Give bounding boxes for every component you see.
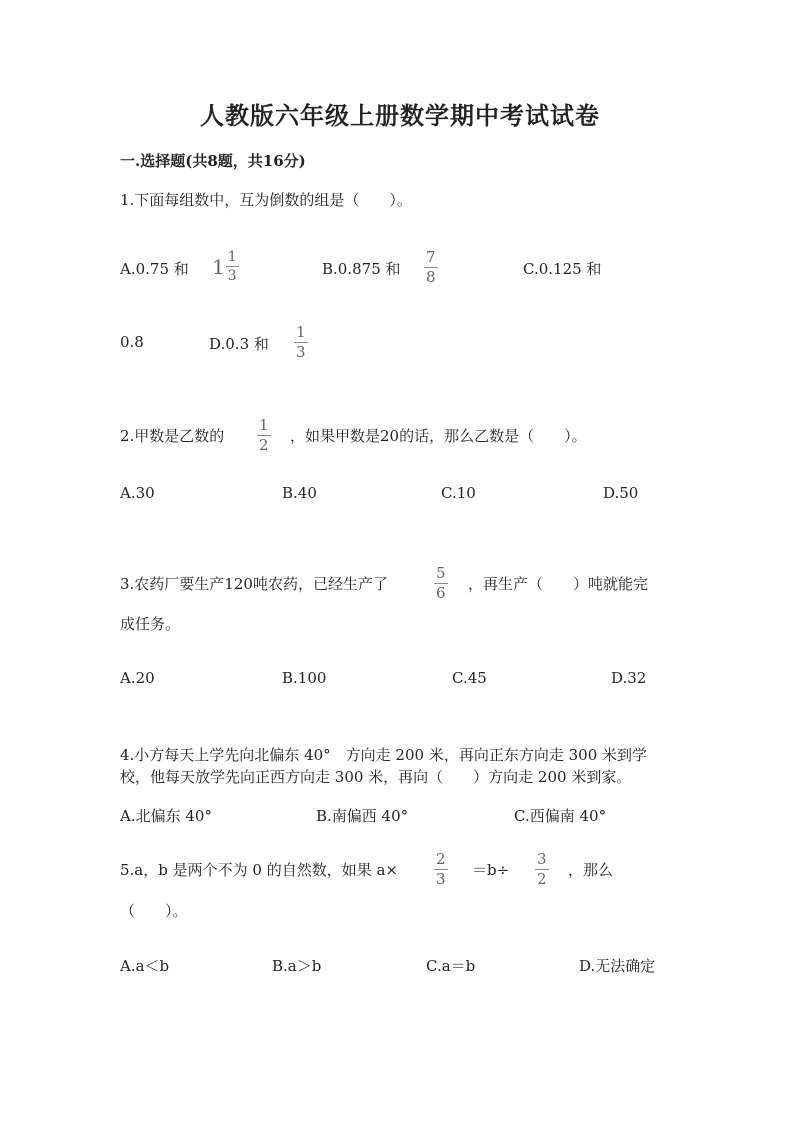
question-1-option-c: C.0.125 和: [523, 260, 602, 278]
question-2-option-d: D.50: [603, 484, 639, 502]
question-3-option-c: C.45: [452, 669, 487, 687]
fraction-numerator: 2: [436, 850, 446, 868]
question-5-fraction-2: [535, 852, 549, 887]
question-5-option-a: A.a＜b: [120, 957, 170, 975]
question-4-option-c: C.西偏南 40°: [514, 807, 607, 825]
question-1-option-b: B.0.875 和: [322, 260, 401, 278]
question-5-fraction-1: [434, 852, 448, 887]
question-3-option-d: D.32: [611, 669, 647, 687]
fraction: [226, 250, 239, 283]
fraction-numerator: 1: [259, 416, 269, 434]
fraction-denominator: 8: [426, 268, 436, 286]
fraction-denominator: 6: [436, 584, 446, 602]
question-5-stem-start: 5.a，b 是两个不为 0 的自然数，如果 a×: [120, 861, 398, 879]
mixed-whole: 1: [212, 254, 225, 279]
question-3-option-b: B.100: [282, 669, 327, 687]
fraction-denominator: 2: [537, 870, 547, 888]
fraction-numerator: 5: [436, 564, 446, 582]
question-5-option-d: D.无法确定: [579, 957, 656, 975]
fraction-denominator: 3: [227, 268, 237, 284]
question-5-option-b: B.a＞b: [272, 957, 322, 975]
question-1-stem: 1.下面每组数中，互为倒数的组是（ ）。: [120, 191, 412, 209]
question-4-option-a: A.北偏东 40°: [120, 807, 212, 825]
question-1-option-a-mixed-fraction: [212, 250, 239, 283]
question-3-option-a: A.20: [120, 669, 155, 687]
question-1-option-c-continued: 0.8: [120, 333, 144, 351]
section-heading: 一.选择题(共8题，共16分): [120, 152, 306, 170]
question-3-stem-end: ，再生产（ ）吨就能完: [468, 575, 649, 593]
question-2-option-a: A.30: [120, 484, 155, 502]
page-title: 人教版六年级上册数学期中考试试卷: [200, 101, 600, 130]
question-2-option-c: C.10: [441, 484, 476, 502]
question-1-option-d: D.0.3 和: [209, 335, 269, 353]
fraction-denominator: 2: [259, 436, 269, 454]
fraction-denominator: 3: [436, 870, 446, 888]
question-1-option-d-fraction: [294, 325, 308, 360]
question-1-option-a: A.0.75 和: [120, 260, 189, 278]
question-3-stem-start: 3.农药厂要生产120吨农药，已经生产了: [120, 575, 388, 593]
fraction-denominator: 3: [296, 343, 306, 361]
question-2-stem-end: ，如果甲数是20的话，那么乙数是（ ）。: [290, 427, 587, 445]
question-4-stem-line-1: 4.小方每天上学先向北偏东 40° 方向走 200 米，再向正东方向走 300 米到学: [120, 746, 648, 764]
question-2-option-b: B.40: [282, 484, 317, 502]
fraction-numerator: 3: [537, 850, 547, 868]
question-5-option-c: C.a＝b: [426, 957, 476, 975]
question-1-option-b-fraction: [424, 250, 438, 285]
question-5-stem-line-2: （ ）。: [120, 902, 188, 920]
question-5-stem-end: ，那么: [568, 861, 614, 879]
question-3-fraction: [434, 566, 448, 601]
question-4-option-b: B.南偏西 40°: [316, 807, 409, 825]
question-3-stem-line-2: 成任务。: [120, 615, 181, 633]
question-2-stem-start: 2.甲数是乙数的: [120, 427, 225, 445]
question-5-stem-middle: ＝b÷: [472, 861, 510, 879]
question-4-stem-line-2: 校，他每天放学先向正西方向走 300 米，再向（ ）方向走 200 米到家。: [120, 768, 632, 786]
fraction-numerator: 1: [227, 249, 237, 265]
fraction-numerator: 7: [426, 248, 436, 266]
fraction-numerator: 1: [296, 323, 306, 341]
question-2-fraction: [257, 418, 271, 453]
